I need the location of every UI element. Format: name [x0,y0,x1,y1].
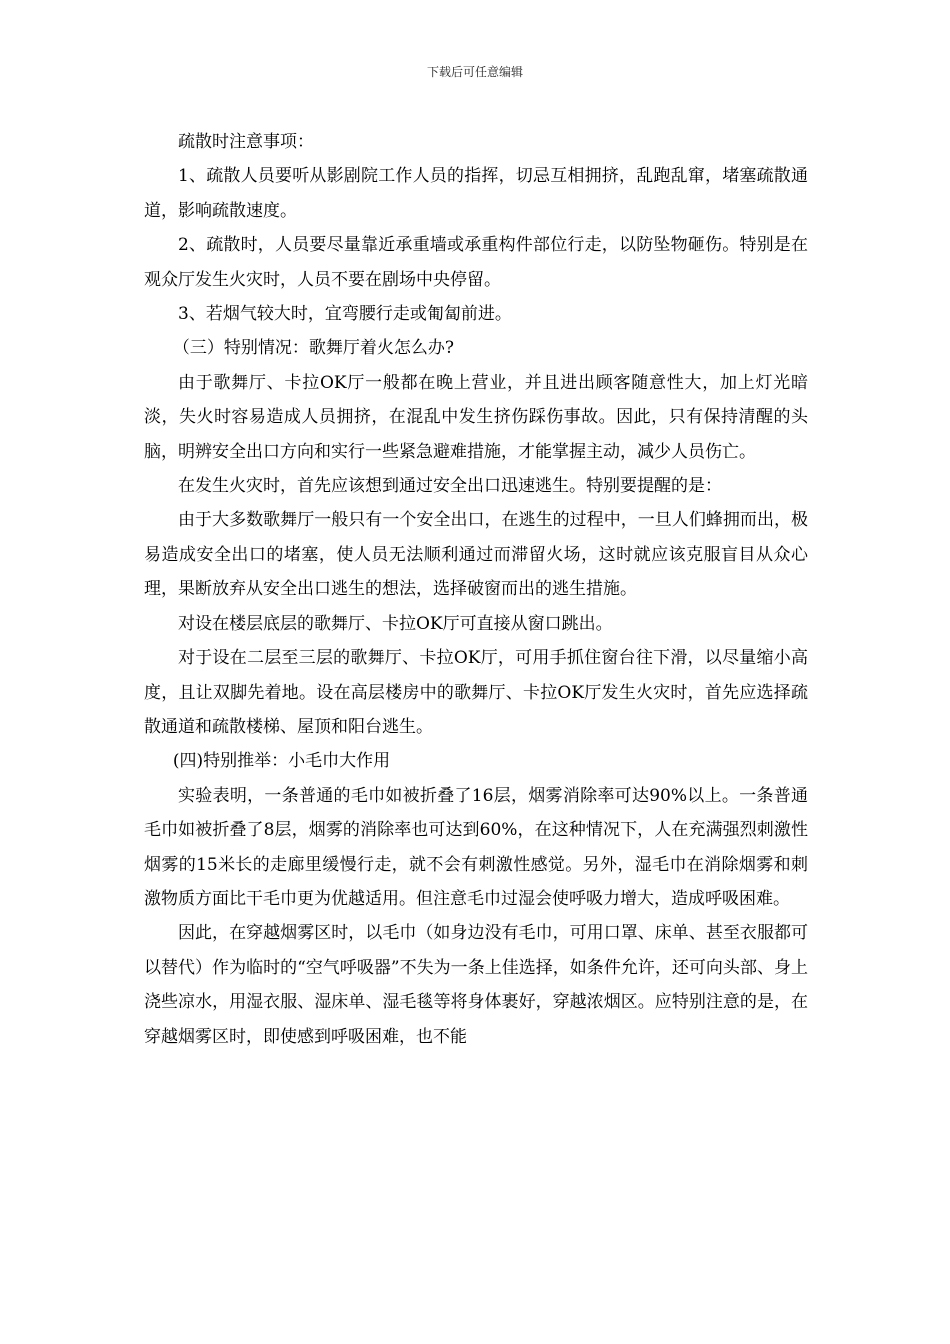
paragraph-second-third-floor: 对于设在二层至三层的歌舞厅、卡拉OK厅，可用手抓住窗台往下滑，以尽量缩小高度，且让双脚先着地。设在高层楼房中的歌舞厅、卡拉OK厅发生火灾时，首先应选择疏散通道和疏散楼梯、屋顶和阳台逃生。 [144,648,808,737]
paragraph-evacuation-item-2: 2、疏散时，人员要尽量靠近承重墙或承重构件部位行走，以防坠物砸伤。特别是在观众厅发生火灾时，人员不要在剧场中央停留。 [144,235,808,290]
paragraph-single-exit: 由于大多数歌舞厅一般只有一个安全出口，在逃生的过程中，一旦人们蜂拥而出，极易造成安全出口的堵塞，使人员无法顺利通过而滞留火场，这时就应该克服盲目从众心理，果断放弃从安全出口逃生的想法，选择破窗而出的逃生措施。 [144,510,808,600]
paragraph-towel-experiment: 实验表明，一条普通的毛巾如被折叠了16层，烟雾消除率可达90%以上。一条普通毛巾如被折叠了8层，烟雾的消除率也可达到60%，在这种情况下，人在充满强烈刺激性烟雾的15米长的走廊里缓慢行走，就不会有刺激性感觉。另外，湿毛巾在消除烟雾和刺激物质方面比干毛巾更为优越适用。但注意毛巾过湿会使呼吸力增大，造成呼吸困难。 [144,785,808,909]
paragraph-towel-usage: 因此，在穿越烟雾区时，以毛巾（如身边没有毛巾，可用口罩、床单、甚至衣服都可以替代）作为临时的“空气呼吸器”不失为一条上佳选择，如条件允许，还可向头部、身上浇些凉水，用湿衣服、湿床单、湿毛毯等将身体裹好，穿越浓烟区。应特别注意的是，在穿越烟雾区时，即使感到呼吸困难，也不能 [144,923,808,1047]
section-heading-ktv-fire: （三）特别情况：歌舞厅着火怎么办? [172,338,455,359]
paragraph-safe-exit: 在发生火灾时，首先应该想到通过安全出口迅速逃生。特别要提醒的是： [178,476,722,497]
page-header: 下载后可任意编辑 [426,65,523,79]
paragraph-evacuation-notes-title: 疏散时注意事项： [178,132,314,152]
paragraph-evacuation-item-3: 3、若烟气较大时，宜弯腰行走或匍匐前进。 [178,304,512,325]
document-body [144,125,808,1054]
paragraph-ktv-intro: 由于歌舞厅、卡拉OK厅一般都在晚上营业，并且进出顾客随意性大，加上灯光暗淡，失火时容易造成人员拥挤，在混乱中发生挤伤踩伤事故。因此，只有保持清醒的头脑，明辨安全出口方向和实行一些紧急避难措施，才能掌握主动，减少人员伤亡。 [144,372,808,462]
paragraph-ground-floor: 对设在楼层底层的歌舞厅、卡拉OK厅可直接从窗口跳出。 [178,613,613,634]
paragraph-evacuation-item-1: 1、疏散人员要听从影剧院工作人员的指挥，切忌互相拥挤，乱跑乱窜，堵塞疏散通道，影响疏散速度。 [144,166,808,221]
section-heading-towel: (四)特别推举：小毛巾大作用 [172,751,391,772]
